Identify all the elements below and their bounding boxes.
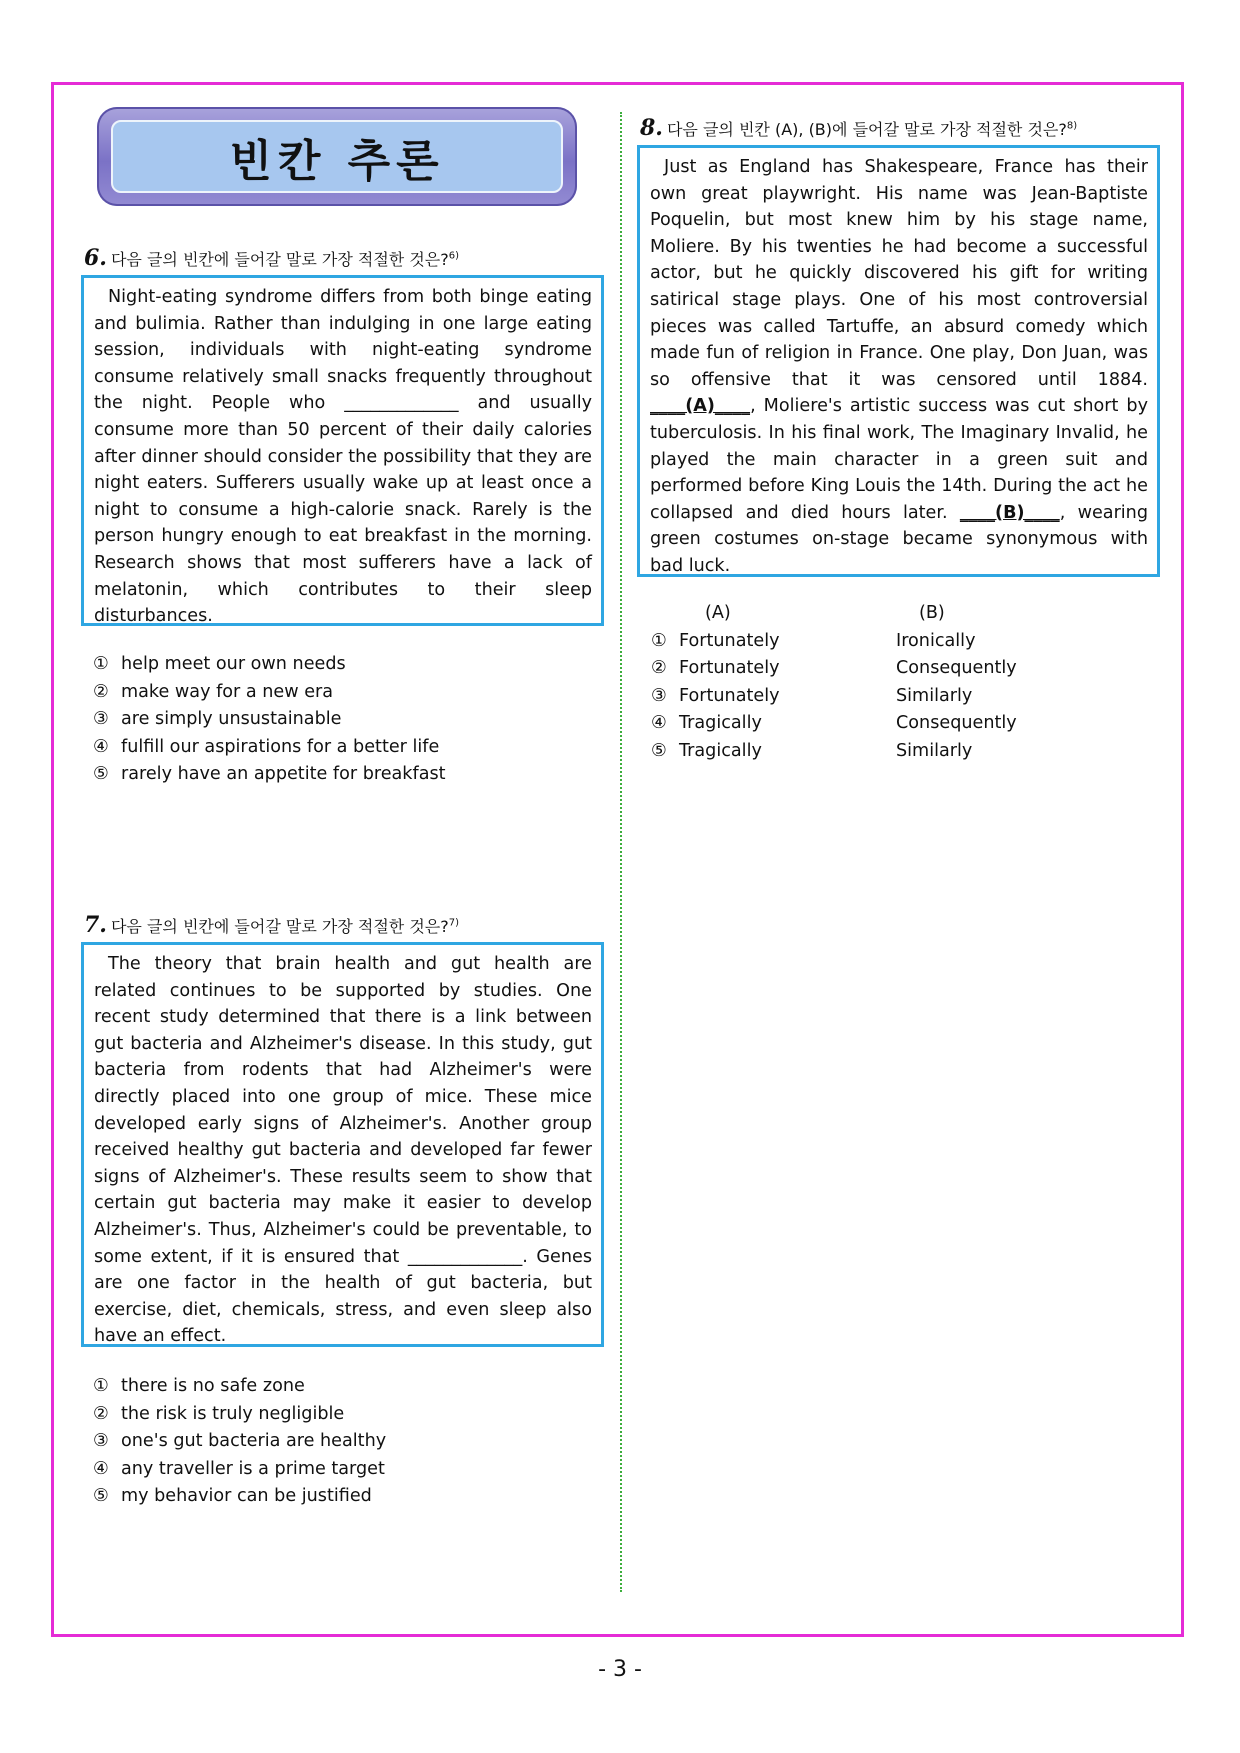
- q6-number: 6.: [84, 245, 107, 271]
- q8-header-b: (B): [919, 603, 945, 623]
- q7-passage-box: [81, 942, 604, 1347]
- q7-footnote: 7): [448, 917, 459, 929]
- q7-choice-3[interactable]: ③ one's gut bacteria are healthy: [93, 1431, 387, 1451]
- q7-choice-2[interactable]: ② the risk is truly negligible: [93, 1403, 345, 1424]
- q6-choices: [93, 651, 446, 789]
- section-title-banner: [97, 107, 577, 206]
- q8-number: 8.: [640, 115, 663, 141]
- q7-choice-5[interactable]: ⑤ my behavior can be justified: [93, 1486, 372, 1506]
- q6-choice-5[interactable]: ⑤ rarely have an appetite for breakfast: [93, 764, 446, 784]
- section-title-inner: [111, 120, 563, 193]
- q8-passage-part3: , wearing green costumes on-stage became synonymous with bad luck.: [650, 502, 1149, 576]
- q8-prompt: 다음 글의 빈칸 (A), (B)에 들어갈 말로 가장 적절한 것은?: [666, 120, 1067, 139]
- q6-choice-2[interactable]: ② make way for a new era: [93, 681, 334, 702]
- q7-choice-4[interactable]: ④ any traveller is a prime target: [93, 1458, 385, 1479]
- q7-header: [84, 912, 459, 938]
- q8-header: [640, 115, 1077, 141]
- q6-choice-1[interactable]: ① help meet our own needs: [93, 654, 346, 674]
- q8-passage-part2: , Moliere's artistic success was cut short by tuberculosis. In his final work, The Imaginary Invalid, he played the main character in a green suit and performed before King Louis the 14th. During the act he collapsed and died hours later.: [650, 396, 1148, 523]
- q8-passage-box: [637, 145, 1160, 577]
- q6-choice-4[interactable]: ④ fulfill our aspirations for a better life: [93, 736, 440, 757]
- q6-footnote: 6): [448, 250, 459, 262]
- q7-prompt: 다음 글의 빈칸에 들어갈 말로 가장 적절한 것은?: [110, 917, 449, 936]
- q6-passage-box: [81, 275, 604, 626]
- q6-choice-3[interactable]: ③ are simply unsustainable: [93, 709, 342, 729]
- q6-header: [84, 245, 459, 271]
- section-title: 빈칸 추론: [229, 135, 445, 187]
- q8-passage-part1: Just as England has Shakespeare, France has their own great playwright. His name was Jean-Baptiste Poquelin, but most knew him by his stage name, Moliere. By his twenties he had become a successful actor, but he quickly discovered his gift for writing satirical stage plays. One of his most controversial pieces was called Tartuffe, an absurd comedy which made fun of religion in France. One play, Don Juan, was so offensive that it was censored until 1884.: [650, 157, 1148, 390]
- q8-footnote: 8): [1066, 120, 1078, 132]
- column-divider: [620, 112, 622, 1592]
- q8-blank-b: ____(B)____: [959, 502, 1060, 523]
- q7-choices: [93, 1373, 386, 1511]
- q8-header-a: (A): [705, 603, 731, 623]
- q6-passage: Night-eating syndrome differs from both binge eating and bulimia. Rather than indulging in one large eating session, individuals with night-eating syndrome consume relatively small snacks frequently throughout the night. People who _____________ and usually consume more than 50 percent of their daily calories after dinner should consider the possibility that they are night eaters. Sufferers usually wake up at least once a night to consume a high-calorie snack. Rarely is the person hungry enough to eat breakfast in the morning. Research shows that most sufferers have a lack of melatonin, which contributes to their sleep disturbances.: [94, 287, 592, 627]
- q7-number: 7.: [84, 912, 107, 938]
- q8-blank-a: ____(A)____: [650, 396, 751, 417]
- q7-passage: The theory that brain health and gut health are related continues to be supported by studies. One recent study determined that there is a link between gut bacteria and Alzheimer's disease. In this study, gut bacteria from rodents that had Alzheimer's were directly placed into one group of mice. These mice developed early signs of Alzheimer's. Another group received healthy gut bacteria and developed far fewer signs of Alzheimer's. These results seem to show that certain gut bacteria may make it easier to develop Alzheimer's. Thus, Alzheimer's could be preventable, to some extent, if it is ensured that _____________. Genes are one factor in the health of gut bacteria, but exercise, diet, chemicals, stress, and even sleep also have an effect.: [94, 954, 592, 1347]
- page-number: - 3 -: [598, 1657, 642, 1682]
- q8-passage: [650, 154, 1148, 580]
- q7-choice-1[interactable]: ① there is no safe zone: [93, 1376, 305, 1396]
- q6-prompt: 다음 글의 빈칸에 들어갈 말로 가장 적절한 것은?: [110, 250, 449, 269]
